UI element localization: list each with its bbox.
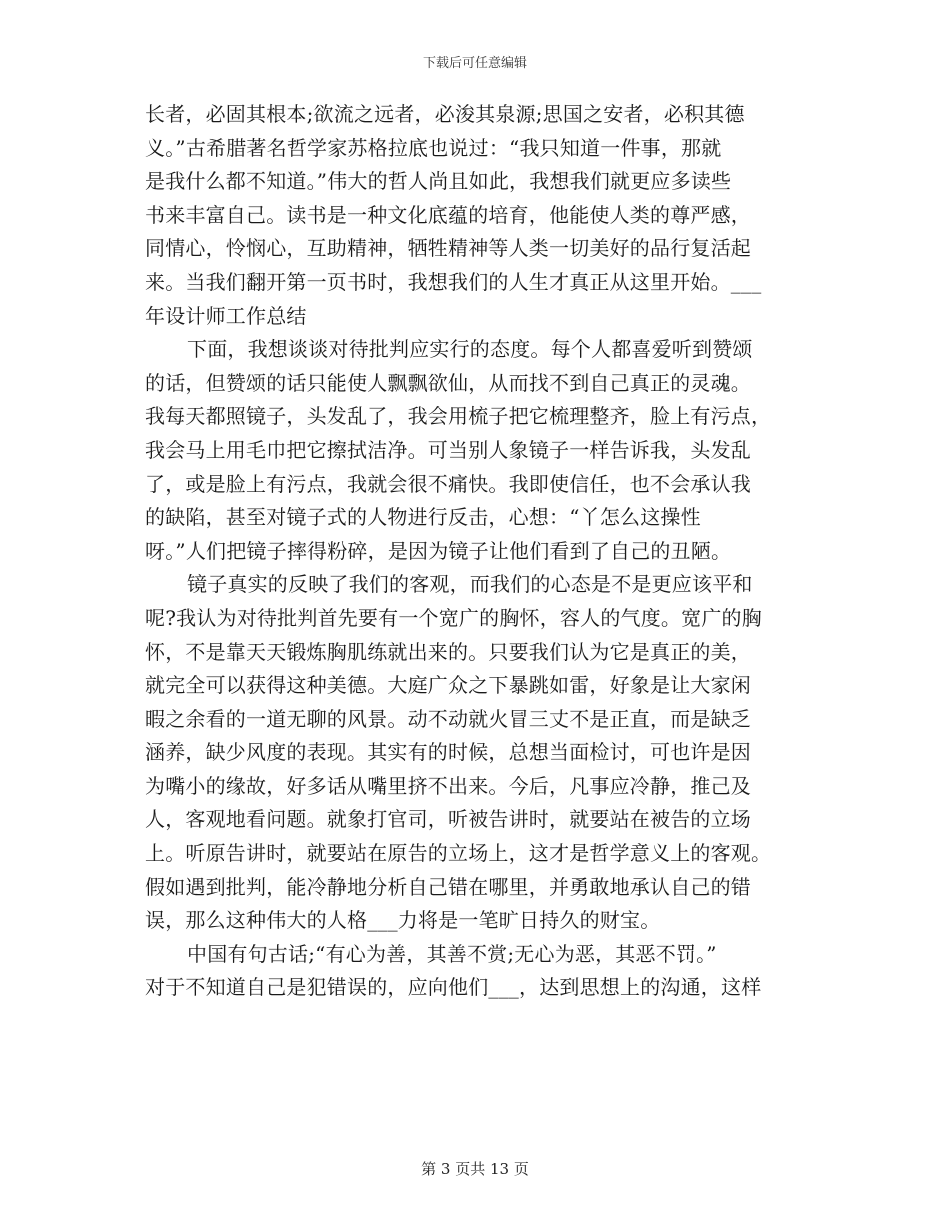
text-line: 呀。”人们把镜子摔得粉碎，是因为镜子让他们看到了自己的丑陋。 xyxy=(145,538,732,563)
text-line: 上。听原告讲时，就要站在原告的立场上，这才是哲学意义上的客观。 xyxy=(145,841,772,866)
text-line: 下面，我想谈谈对待批判应实行的态度。每个人都喜爱听到赞颂 xyxy=(187,337,753,362)
text-line: 人，客观地看问题。就象打官司，听被告讲时，就要站在被告的立场 xyxy=(145,807,751,832)
text-line: 我会马上用毛巾把它擦拭洁净。可当别人象镜子一样告诉我，头发乱 xyxy=(145,437,751,462)
text-line: 为嘴小的缘故，好多话从嘴里挤不出来。今后，凡事应冷静，推己及 xyxy=(145,773,751,798)
text-line: 对于不知道自己是犯错误的，应向他们___，达到思想上的沟通，这样 xyxy=(145,975,762,1000)
text-line: 暇之余看的一道无聊的风景。动不动就火冒三丈不是正直，而是缺乏 xyxy=(145,706,751,731)
text-line: 镜子真实的反映了我们的客观，而我们的心态是不是更应该平和 xyxy=(187,572,753,597)
text-line: 就完全可以获得这种美德。大庭广众之下暴跳如雷，好象是让大家闲 xyxy=(145,673,751,698)
text-line: 来。当我们翻开第一页书时，我想我们的人生才真正从这里开始。___ xyxy=(145,269,762,294)
text-line: 书来丰富自己。读书是一种文化底蕴的培育，他能使人类的尊严感， xyxy=(145,202,751,227)
text-line: 年设计师工作总结 xyxy=(145,303,307,328)
text-line: 涵养，缺少风度的表现。其实有的时候，总想当面检讨，可也许是因 xyxy=(145,740,751,765)
text-line: 误，那么这种伟大的人格___力将是一笔旷日持久的财宝。 xyxy=(145,908,661,933)
page-header: 下载后可任意编辑 xyxy=(422,56,527,71)
text-line: 呢?我认为对待批判首先要有一个宽广的胸怀，容人的气度。宽广的胸 xyxy=(145,605,762,630)
text-line: 中国有句古话;“有心为善，其善不赏;无心为恶，其恶不罚。” xyxy=(187,941,717,966)
text-line: 我每天都照镜子，头发乱了，我会用梳子把它梳理整齐，脸上有污点， xyxy=(145,404,772,429)
text-line: 是我什么都不知道。”伟大的哲人尚且如此，我想我们就更应多读些 xyxy=(145,169,732,194)
text-line: 了，或是脸上有污点，我就会很不痛快。我即使信任，也不会承认我 xyxy=(145,471,751,496)
text-line: 义。”古希腊著名哲学家苏格拉底也说过：“我只知道一件事，那就 xyxy=(145,135,722,160)
text-line: 同情心，怜悯心，互助精神，牺牲精神等人类一切美好的品行复活起 xyxy=(145,236,751,261)
document-body xyxy=(145,98,805,1005)
text-line: 的缺陷，甚至对镜子式的人物进行反击，心想：“丫怎么这操性 xyxy=(145,505,701,530)
text-line: 的话，但赞颂的话只能使人飘飘欲仙，从而找不到自己真正的灵魂。 xyxy=(145,370,751,395)
text-line: 长者，必固其根本;欲流之远者，必浚其泉源;思国之安者，必积其德 xyxy=(145,102,745,126)
text-line: 假如遇到批判，能冷静地分析自己错在哪里，并勇敢地承认自己的错 xyxy=(145,874,751,899)
page-footer: 第 3 页共 13 页 xyxy=(421,1160,529,1178)
text-line: 怀，不是靠天天锻炼胸肌练就出来的。只要我们认为它是真正的美， xyxy=(145,639,751,664)
